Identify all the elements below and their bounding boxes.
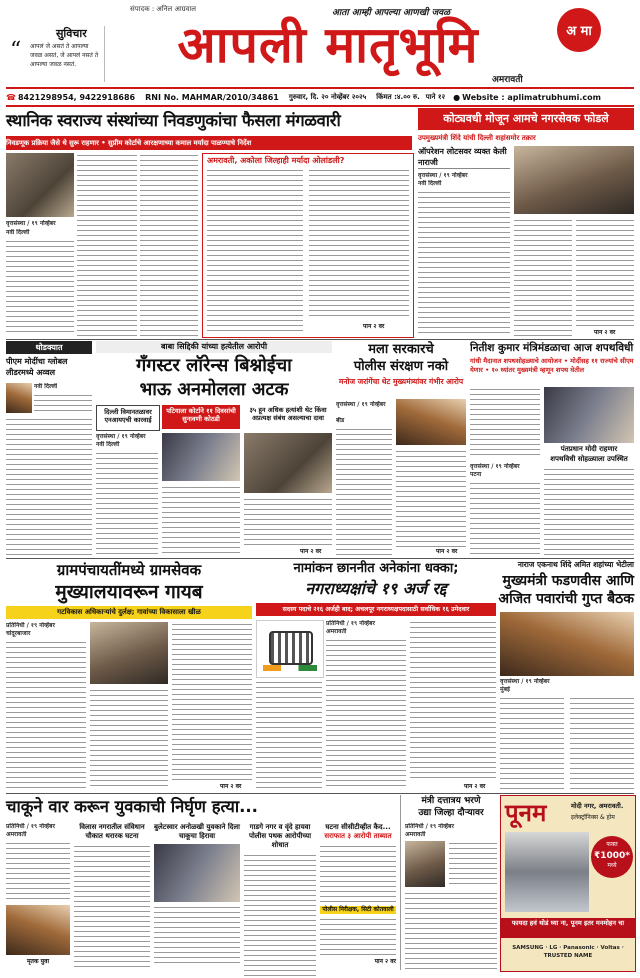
chaku-col-3-title: बुलेटस्वार अनोळखी युवकाने दिला चाकूचा हिरावा <box>154 823 240 840</box>
ad-address: मोदी नगर, अमरावती. <box>571 802 624 810</box>
nagar-headline-1: नामांकन छाननीत अनेकांना धक्का; <box>293 561 459 576</box>
crime-scene-photo <box>154 844 240 902</box>
gramsevak-photo <box>90 622 168 684</box>
chaku-col-3-text <box>154 905 240 967</box>
lead-city: नवी दिल्ली <box>6 229 30 236</box>
thought-text: आपलं जे असतं ते आपल्या जवळ असतं, जे आपलं नसतं ते आपल्या जवळ नसतं. <box>30 43 99 68</box>
flag-stripe-icon <box>263 665 317 671</box>
shinde-dateline: वृत्तसंस्था / १९ नोव्हेंबर <box>418 172 468 179</box>
quote-icon: “ <box>10 38 22 63</box>
nia-photo <box>244 433 332 493</box>
lawrence-col-3 <box>244 497 332 547</box>
police-label: पोलीस निरीक्षक, सिटी कोतवाली <box>320 906 396 914</box>
nagar-col-3 <box>410 620 496 782</box>
shinde-story <box>418 108 634 338</box>
chaku-col-4 <box>244 823 316 970</box>
nitish-caption: पंतप्रधान मोदी राहणार <box>560 445 618 453</box>
offer-top: फक्त <box>606 841 618 848</box>
ad-desc: इलेक्ट्रॉनिक्स & होम <box>571 814 615 821</box>
chaku-col-2-text <box>74 844 150 969</box>
logo-text: अ मा <box>566 24 592 39</box>
phone-icon: ☎ <box>6 92 16 102</box>
jarange-story <box>336 341 466 556</box>
phone-numbers: 8421298954, 9422918686 <box>17 92 136 102</box>
lawrence-kicker: बाबा सिद्दिकी यांच्या हत्येतील आरोपी <box>96 341 332 353</box>
jarange-col-2 <box>396 449 466 547</box>
lead-dateline: वृत्तसंस्था / १९ नोव्हेंबर <box>6 220 56 227</box>
divider <box>6 558 634 559</box>
shinde-city: नवी दिल्ली <box>418 180 442 187</box>
shinde-col-1 <box>418 190 510 336</box>
nitish-headline: नितीश कुमार मंत्रिमंडळाचा आज शपथविधी <box>470 342 634 354</box>
lead-headline: स्थानिक स्वराज्य संस्थांच्या निवडणुकांचा फैसला मंगळवारी <box>6 111 341 130</box>
nitish-box-title: शपथविधी सोहळ्याला उपस्थित <box>550 455 628 463</box>
gramsevak-subline: गटविकास अधिकाऱ्यांचे दुर्लक्ष; गावांच्या विकासाला खीळ <box>6 606 252 619</box>
chaku-continued: पान २ वर <box>374 958 396 965</box>
modi-photo <box>6 383 32 413</box>
divider <box>6 793 634 794</box>
nitish-story <box>470 341 634 556</box>
brief-column <box>6 341 92 556</box>
lead-subline: निवडणूक प्रक्रिया जैसे थे सुरू राहणार • सुप्रीम कोर्टाचे आरक्षणाच्या कमाल मर्यादा पाळण्याचे निर्देश <box>6 136 412 150</box>
chaku-story <box>6 795 396 970</box>
chaku-dateline: प्रतिनिधी / १९ नोव्हेंबर <box>6 823 55 830</box>
fadnavis-photo <box>500 612 634 676</box>
newspaper-logo <box>557 8 601 52</box>
evm-icon <box>269 631 313 665</box>
lawrence-box-3 <box>244 405 332 429</box>
shinde-box-title: ऑपरेशन लोटसवर व्यक्त केली नाराजी <box>418 146 510 169</box>
nitish-subline: गांधी मैदानात शपथसोहळ्याचे आयोजन • मोदींसह ११ राज्यांचे सीएम येणार • १० ध्यांतर मुख्यमंत्री म्हणून शपथ घेतील <box>470 357 634 374</box>
nitish-col-2 <box>470 481 540 555</box>
lawrence-col-1 <box>96 451 158 555</box>
lawrence-headline-1: गँगस्टर लॉरेन्स बिश्नोईचा <box>136 355 292 376</box>
chaku-col-3 <box>154 823 240 970</box>
gramsevak-col-1 <box>6 640 86 790</box>
lawrence-box-1-title: दिल्ली विमानतळावर एनआयएची कारवाई <box>104 408 152 424</box>
gramsevak-col-3 <box>172 622 252 782</box>
lawrence-dateline: वृत्तसंस्था / १९ नोव्हेंबर <box>96 433 146 440</box>
price: किंमत :४.०० रु. <box>376 92 420 101</box>
nitish-city: पटना <box>470 471 482 478</box>
chaku-col-4-title: गाडगे नगर व वृंदे हायवा पोलीस पथक आरोपीच्या शोधात <box>248 823 312 849</box>
newspaper-title: आपली मातृभूमि <box>177 16 479 74</box>
nitish-dateline: वृत्तसंस्था / १९ नोव्हेंबर <box>470 463 520 470</box>
issue-date: गुरुवार, दि. २० नोव्हेंबर २०२५ <box>288 92 367 101</box>
chaku-col-5-text <box>320 844 396 904</box>
website-link[interactable]: Website : aplimatrubhumi.com <box>462 92 601 102</box>
thought-title: सुविचार <box>56 27 87 40</box>
offer-price: ₹1000* <box>593 851 631 861</box>
nagar-col-2 <box>326 638 406 790</box>
jarange-headline-1: मला सरकारचे <box>368 342 434 357</box>
shinde-photo <box>514 146 634 214</box>
masthead <box>0 0 640 86</box>
dattatray-col-2 <box>405 891 497 969</box>
lead-col-1 <box>77 153 137 336</box>
nitish-col-1 <box>470 387 540 459</box>
jarange-photo <box>396 399 466 445</box>
nagar-subline: सदस्य पदाचे २१६ अर्जही बाद; अचलपूर नगराध्यक्षपदासाठी सर्वाधिक १६ उमेदवार <box>256 603 496 616</box>
nagar-city: अमरावती <box>326 628 347 635</box>
appliance-photo <box>505 832 589 912</box>
chaku-col-2-title: विलास नगरातील संविधान चौकात थरारक घटना <box>79 823 145 840</box>
gramsevak-story <box>6 560 252 792</box>
brief-title: पीएम मोदींचा ग्लोबल लीडरमध्ये अव्वल <box>6 357 68 377</box>
info-bar <box>6 87 634 107</box>
fadnavis-dateline: वृत्तसंस्था / १९ नोव्हेंबर <box>500 678 550 685</box>
jarange-headline-2: पोलीस संरक्षण नको <box>353 359 449 374</box>
chaku-caption: मृतक युवा <box>26 958 50 965</box>
offer-bottom: मध्ये <box>607 862 617 869</box>
gramsevak-headline-1: ग्रामपंचायतींमध्ये ग्रामसेवक <box>56 561 202 579</box>
lead-box-title: अमरावती, अकोला जिल्हाही मर्यादा ओलांडली? <box>207 156 345 165</box>
nitish-col-3 <box>544 467 634 555</box>
lawrence-city: नवी दिल्ली <box>96 441 120 448</box>
lawrence-box-3-title: ३५ हून अधिक हत्यांशी थेट किंवा अप्रत्यक्ष संबंध असल्याचा दावा <box>249 406 327 422</box>
nagar-continued: पान २ वर <box>464 783 486 790</box>
lead-box-text-2 <box>309 168 409 318</box>
chaku-col-5-title: घटना सीसीटीव्हीत कैद... <box>325 823 391 831</box>
lawrence-col-2 <box>162 485 240 555</box>
editor-line: संपादक : अनिल आग्रवाल <box>130 5 196 13</box>
gramsevak-col-2 <box>90 688 168 790</box>
poonam-advertisement[interactable] <box>500 795 636 972</box>
city-name: अमरावती <box>492 75 523 85</box>
fadnavis-col-2 <box>570 696 634 790</box>
ad-brand: पूनम <box>505 798 547 827</box>
lead-continued: पान २ वर <box>363 323 385 330</box>
fadnavis-headline-2: अजित पवारांची गुप्त बैठक <box>498 591 634 607</box>
dattatray-headline-2: उद्या जिल्हा दौऱ्यावर <box>418 808 484 818</box>
jarange-col-1 <box>336 427 392 555</box>
pages: पाने १२ <box>425 92 446 101</box>
shinde-col-3 <box>576 218 634 328</box>
brief-city: नवी दिल्ली <box>34 383 58 390</box>
shinde-col-2 <box>514 218 572 336</box>
jarange-kicker: मनोज जरांगेंचा थेट मुख्यमंत्र्यांवर गंभीर आरोप <box>338 377 464 386</box>
brief-tag: थोडक्यात <box>6 341 92 354</box>
brief-text-2 <box>6 417 92 555</box>
nagar-col-1 <box>256 680 322 790</box>
lawrence-headline-2: भाऊ अनमोलला अटक <box>139 379 289 400</box>
gramsevak-dateline: प्रतिनिधी / १९ नोव्हेंबर <box>6 622 55 629</box>
thought-box <box>8 26 105 82</box>
lead-box-text-1 <box>207 168 303 332</box>
lawrence-box-2-title: पटियाला कोर्टाने ११ दिवसांची सुनावणी कोठडी <box>166 407 236 423</box>
chaku-col-5 <box>320 823 396 970</box>
fadnavis-city: मुंबई <box>500 686 510 693</box>
lead-col-2 <box>140 153 198 336</box>
fadnavis-col-1 <box>500 696 564 790</box>
lead-story <box>6 108 412 338</box>
dattatray-story <box>400 795 497 970</box>
gramsevak-continued: पान २ वर <box>220 783 242 790</box>
fadnavis-headline-1: मुख्यमंत्री फडणवीस आणि <box>502 573 634 589</box>
victim-photo <box>6 905 70 955</box>
globe-icon: ● <box>453 92 461 102</box>
election-graphic <box>256 620 324 678</box>
dattatray-col-1 <box>449 841 497 887</box>
gramsevak-city: चांदूरबाजार <box>6 630 31 637</box>
chaku-col-5-text-2 <box>320 917 396 957</box>
fadnavis-story <box>500 560 634 792</box>
bharane-photo <box>405 841 445 887</box>
brief-text-1 <box>34 393 92 413</box>
jarange-dateline: वृत्तसंस्था / १९ नोव्हेंबर <box>336 401 386 408</box>
dattatray-headline-1: मंत्री दत्तात्रय भरणे <box>421 796 481 806</box>
tagline: आता आम्ही आपल्या आणखी जवळ <box>332 8 451 18</box>
lead-box <box>202 153 414 338</box>
chaku-col-2 <box>74 823 150 970</box>
chaku-col-5-sub: सराफात ३ आरोपी ताब्यात <box>324 832 392 840</box>
dattatray-city: अमरावती <box>405 831 426 838</box>
nagar-headline-2: नगराध्यक्षांचे १९ अर्ज रद्द <box>305 579 447 598</box>
lawrence-box-2 <box>162 405 240 429</box>
fadnavis-kicker: नाराज एकनाथ शिंदे अमित शहांच्या भेटीला <box>517 560 634 569</box>
nagar-dateline: प्रतिनिधी / १९ नोव्हेंबर <box>326 620 375 627</box>
shinde-subline: उपमुख्यमंत्री शिंदे यांची दिल्ली शहांसमोर तक्रार <box>418 134 536 142</box>
supreme-court-photo <box>6 153 74 217</box>
gramsevak-headline-2: मुख्यालयावरून गायब <box>55 581 203 603</box>
chaku-headline: चाकूने वार करून युवकाची निर्घृण हत्या... <box>6 797 258 816</box>
shinde-continued: पान २ वर <box>594 329 616 336</box>
lead-col-0 <box>6 239 74 336</box>
chaku-city: अमरावती <box>6 831 27 838</box>
lawrence-box-1 <box>96 405 160 431</box>
anmol-photo <box>162 433 240 481</box>
lawrence-story <box>96 341 332 556</box>
shinde-headline: कोट्यवधी मोजून आमचे नगरसेवक फोडले <box>418 108 634 130</box>
chaku-col-1 <box>6 841 70 901</box>
jarange-continued: पान २ वर <box>436 548 458 555</box>
chaku-col-4-text <box>244 853 316 978</box>
divider <box>6 339 634 340</box>
lawrence-continued: पान २ वर <box>300 548 322 555</box>
offer-badge <box>591 836 633 878</box>
dattatray-dateline: प्रतिनिधी / १९ नोव्हेंबर <box>405 823 454 830</box>
nitish-photo <box>544 387 634 443</box>
rni-number: RNI No. MAHMAR/2010/34861 <box>145 92 279 102</box>
ad-slogan: फायदा हवं थोडं घ्या ना, पूनम इतर मनमोहन चा <box>501 918 635 938</box>
ad-brands: SAMSUNG · LG · Panasonic · Voltas · TRUSTED NAME <box>512 945 624 959</box>
jarange-city: बीड <box>336 417 345 424</box>
